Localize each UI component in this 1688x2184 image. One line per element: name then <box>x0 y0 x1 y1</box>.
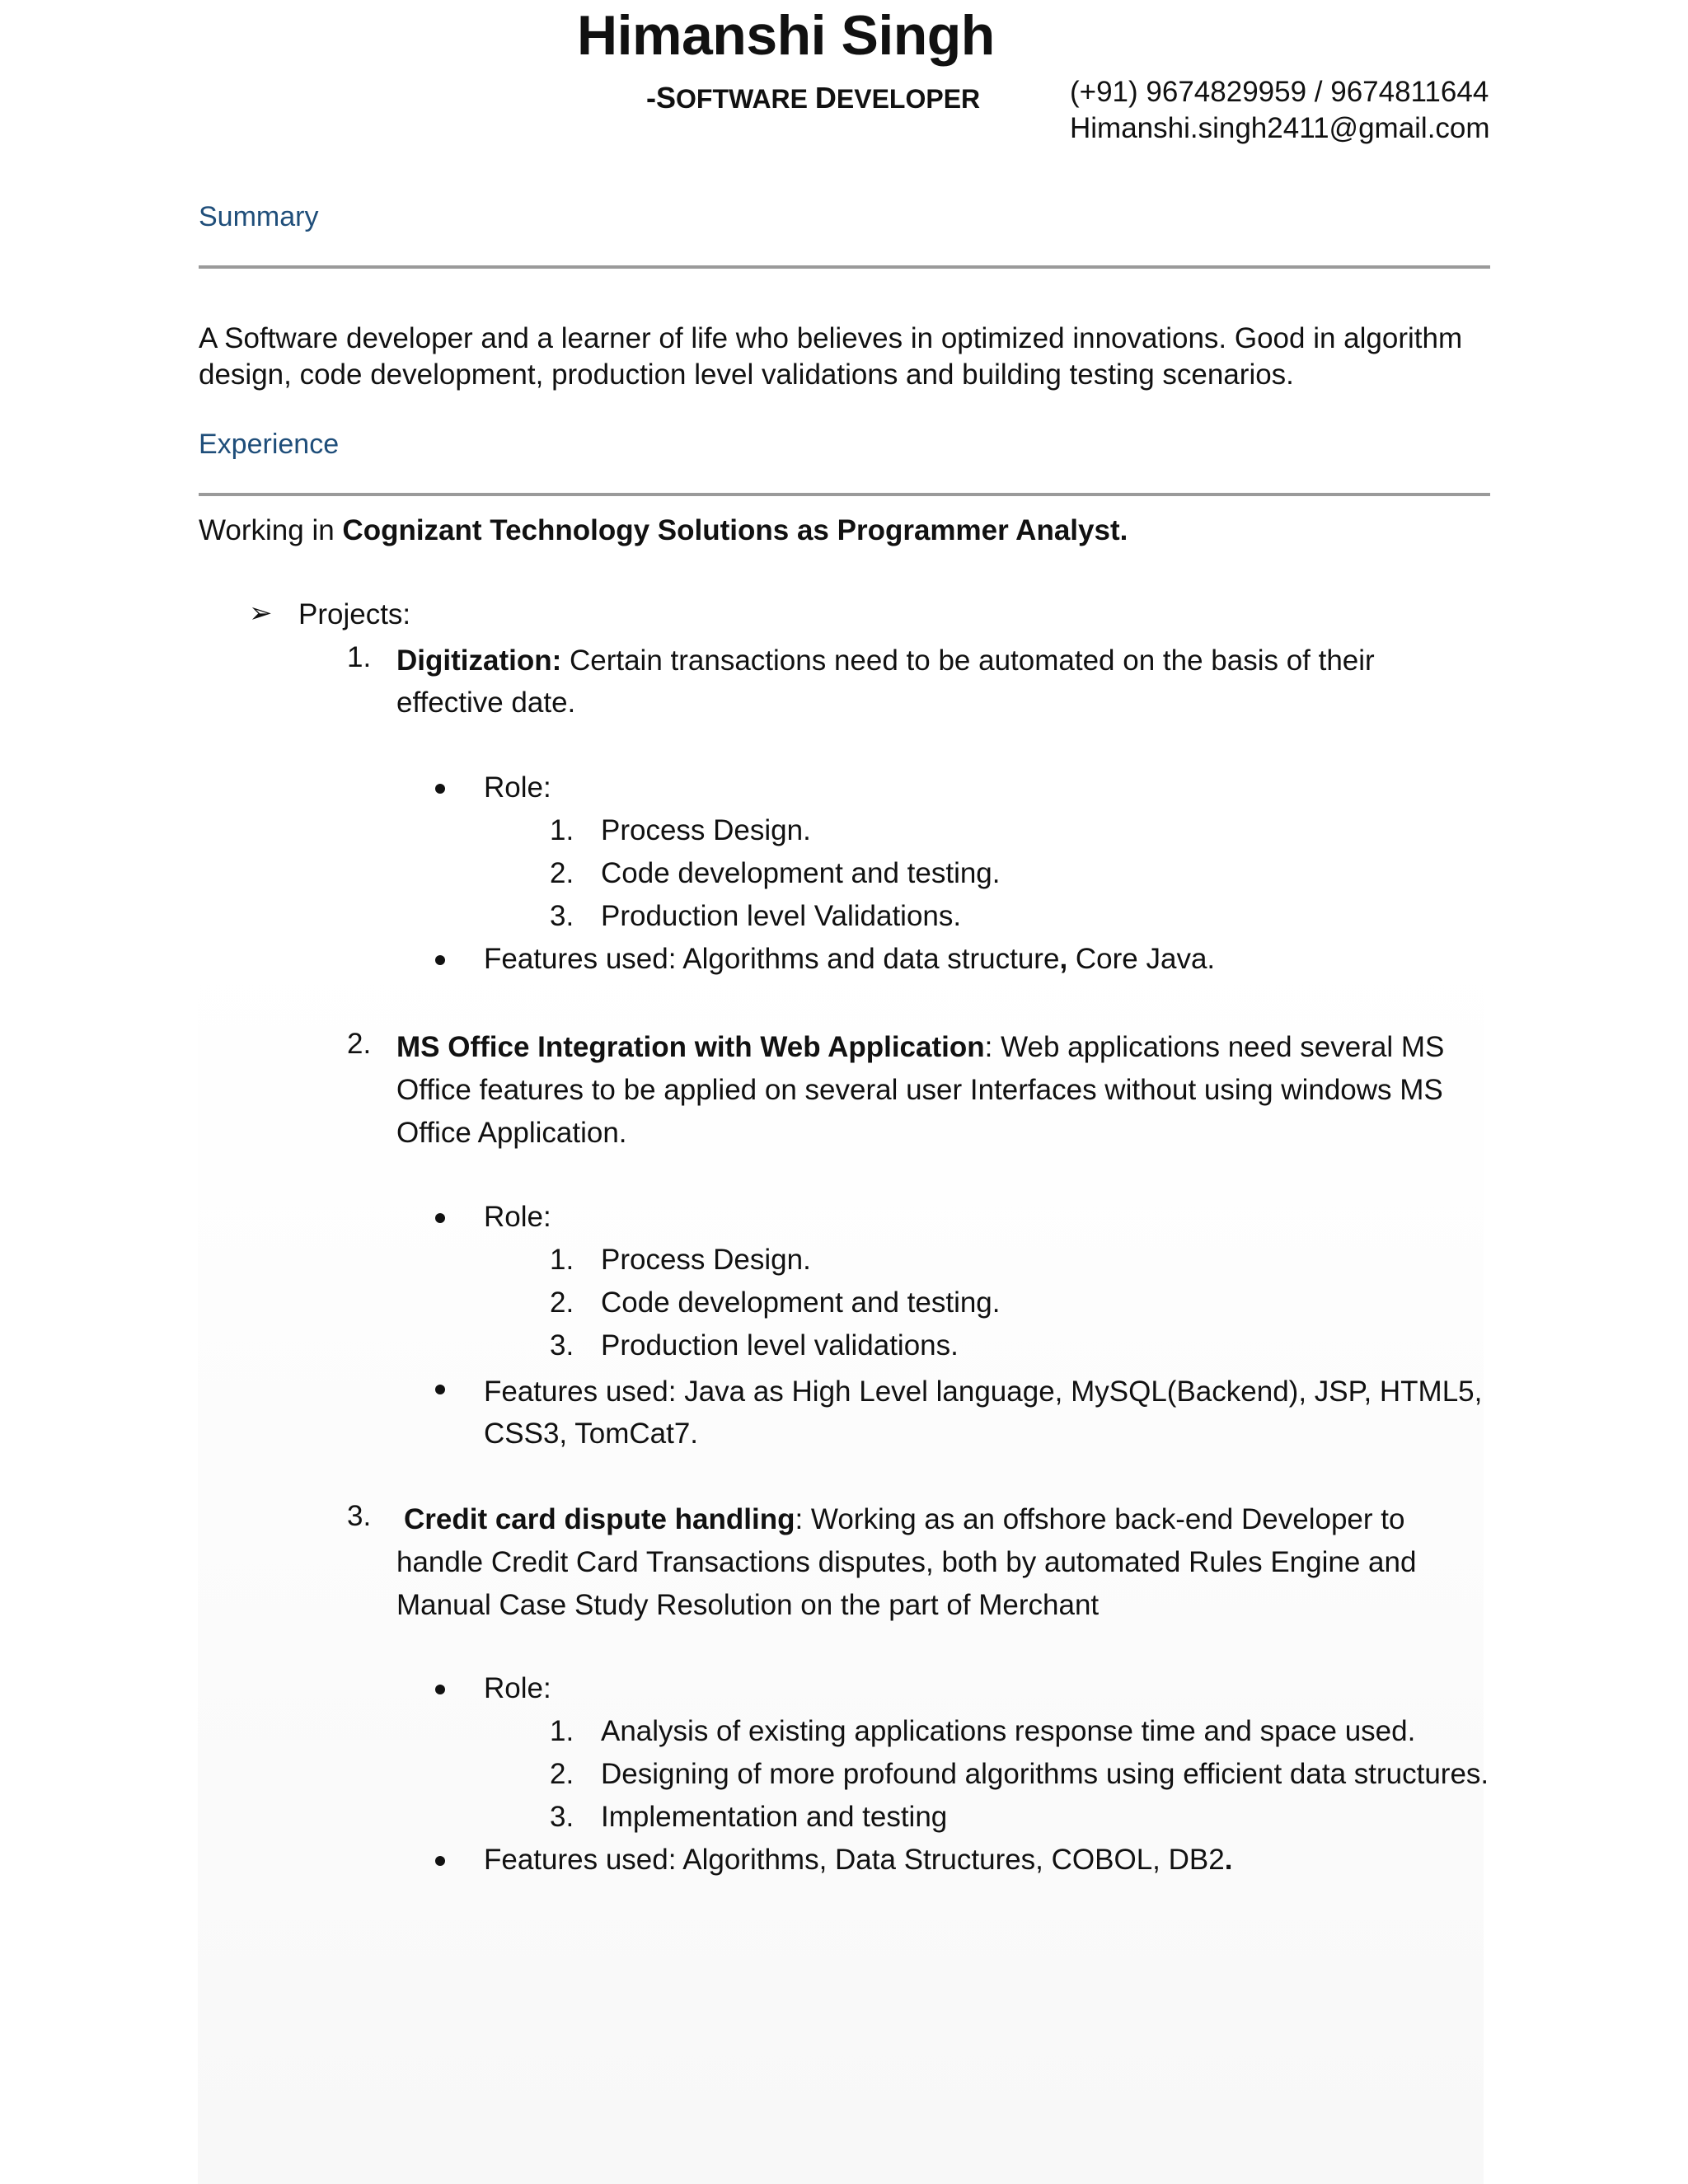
role-number: 3. <box>550 1801 574 1833</box>
project-description: Digitization: Certain transactions need to be automated on the basis of their effective date. <box>396 644 1375 719</box>
summary-divider <box>199 265 1490 269</box>
role-item: Analysis of existing applications response time and space used. <box>601 1715 1416 1747</box>
role-label: Role: <box>484 1672 551 1704</box>
candidate-name: Himanshi Singh <box>577 4 995 67</box>
employment-line: Working in Cognizant Technology Solutions as Programmer Analyst. <box>199 514 1128 546</box>
bullet-icon <box>435 1213 445 1223</box>
bullet-icon <box>435 1685 445 1694</box>
role-number: 3. <box>550 900 574 932</box>
bullet-icon <box>435 784 445 794</box>
role-item: Designing of more profound algorithms using efficient data structures. <box>601 1758 1489 1790</box>
role-number: 1. <box>550 1244 574 1276</box>
project-number: 2. <box>347 1028 372 1060</box>
role-item: Code development and testing. <box>601 857 1001 889</box>
role-item: Production level Validations. <box>601 900 962 932</box>
features-used: Features used: Java as High Level language, MySQL(Backend), JSP, HTML5, CSS3, TomCat7. <box>484 1376 1483 1450</box>
job-title: -SOFTWARE DEVELOPER <box>646 81 981 115</box>
role-number: 1. <box>550 1715 574 1747</box>
arrow-bullet-icon: ➢ <box>249 598 273 629</box>
role-label: Role: <box>484 771 551 804</box>
experience-divider <box>199 493 1490 496</box>
role-item: Process Design. <box>601 814 811 846</box>
role-number: 3. <box>550 1329 574 1361</box>
project-description: Credit card dispute handling: Working as an offshore back-end Developer to handle Credit Card Transactions disputes, both by automated Rules Engine and Manual Case Study Resolution on the part of Merchant <box>396 1503 1417 1621</box>
bullet-icon <box>435 955 445 965</box>
features-used: Features used: Algorithms and data structure, Core Java. <box>484 943 1216 975</box>
email-address: Himanshi.singh2411@gmail.com <box>1070 112 1490 144</box>
features-used: Features used: Algorithms, Data Structures, COBOL, DB2. <box>484 1844 1233 1876</box>
experience-heading: Experience <box>199 429 340 460</box>
role-number: 2. <box>550 857 574 889</box>
bullet-icon <box>435 1385 445 1394</box>
role-item: Implementation and testing <box>601 1801 948 1833</box>
role-number: 1. <box>550 814 574 846</box>
phone-number: (+91) 9674829959 / 9674811644 <box>1070 76 1489 108</box>
role-item: Code development and testing. <box>601 1286 1001 1319</box>
role-number: 2. <box>550 1286 574 1319</box>
role-number: 2. <box>550 1758 574 1790</box>
role-item: Process Design. <box>601 1244 811 1276</box>
project-number: 3. <box>347 1500 372 1532</box>
projects-label: Projects: <box>298 598 411 630</box>
bullet-icon <box>435 1856 445 1866</box>
project-number: 1. <box>347 641 372 673</box>
summary-text: A Software developer and a learner of life who believes in optimized innovations. Good in algorithm design, code development, production level validations and building testing scenarios. <box>199 322 1463 391</box>
summary-heading: Summary <box>199 201 319 232</box>
role-item: Production level validations. <box>601 1329 959 1361</box>
project-description: MS Office Integration with Web Application: Web applications need several MS Office features to be applied on several user Interfaces without using windows MS Office Application. <box>396 1031 1445 1149</box>
role-label: Role: <box>484 1201 551 1233</box>
